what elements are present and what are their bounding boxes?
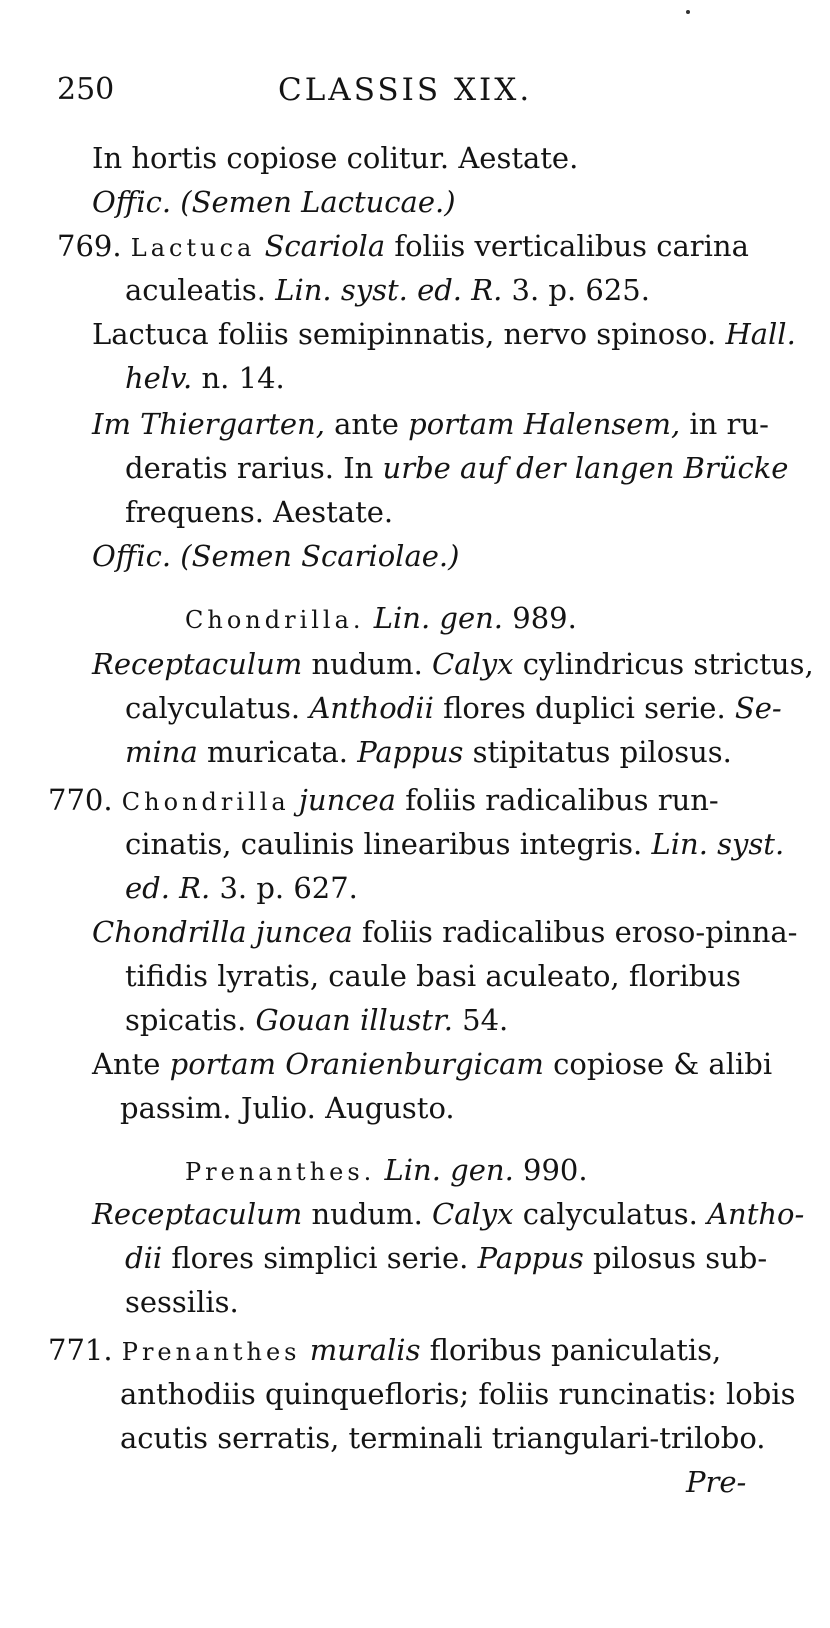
text-segment: calyculatus. <box>522 1197 698 1231</box>
text-line: In hortis copiose colitur. Aestate. <box>92 141 579 175</box>
term: Receptaculum <box>92 647 303 681</box>
text-segment: spicatis. <box>125 1003 247 1037</box>
text-line: Offic. (Semen Lactucae.) <box>92 185 456 219</box>
genus-heading-prenanthes <box>185 1152 588 1190</box>
text-segment: ante <box>334 407 399 441</box>
reference: Lin. gen. <box>384 1153 514 1187</box>
term: Calyx <box>432 1197 514 1231</box>
text-line <box>125 826 784 862</box>
location: urbe auf der langen Brücke <box>382 451 789 485</box>
text-segment: cylindricus strictus, <box>522 647 814 681</box>
text-line <box>125 360 285 396</box>
text-line <box>125 690 782 726</box>
reference: Gouan illustr. <box>255 1003 453 1037</box>
reference: Lin. syst. <box>651 827 785 861</box>
text-line <box>125 450 788 486</box>
genus-name: Lactuca <box>130 234 256 262</box>
entry-771-line-1 <box>48 1332 721 1370</box>
entry-number: 771. <box>48 1333 113 1367</box>
text-segment: pilosus sub- <box>592 1241 768 1275</box>
text-segment: foliis radicalibus run- <box>405 783 719 817</box>
text-line: frequens. Aestate. <box>125 495 394 529</box>
species-name: Scariola <box>264 229 386 263</box>
text-segment: stipitatus pilosus. <box>472 735 732 769</box>
reference: Lin. gen. <box>373 601 504 635</box>
running-title: CLASSIS XIX. <box>278 72 533 108</box>
text-line <box>92 1196 804 1232</box>
location: Im Thiergarten, <box>92 407 325 441</box>
text-line: anthodiis quinquefloris; foliis runcinatis: lobis <box>120 1377 796 1411</box>
text-line <box>92 1046 772 1082</box>
page-speck <box>686 10 690 14</box>
text-segment: flores simplici serie. <box>171 1241 469 1275</box>
entry-number: 770. <box>48 783 113 817</box>
text-line <box>125 1240 767 1276</box>
text-line: Offic. (Semen Scariolae.) <box>92 539 460 573</box>
term: Pappus <box>357 735 464 769</box>
species-name: muralis <box>309 1333 421 1367</box>
text-line: tifidis lyratis, caule basi aculeato, floribus <box>125 959 741 993</box>
entry-769-line-1 <box>57 228 749 266</box>
text-line <box>92 406 769 442</box>
text-segment: flores duplici serie. <box>443 691 726 725</box>
catchword: Pre- <box>686 1465 747 1499</box>
text-segment: floribus paniculatis, <box>429 1333 722 1367</box>
term: Calyx <box>432 647 514 681</box>
text-segment: Lactuca foliis semipinnatis, nervo spinoso. <box>92 317 717 351</box>
entry-770-line-1 <box>48 782 719 820</box>
text-line: passim. Julio. Augusto. <box>120 1091 455 1125</box>
location: portam Oranienburgicam <box>169 1047 544 1081</box>
reference: Hall. <box>725 317 796 351</box>
text-line: sessilis. <box>125 1285 239 1319</box>
synonym: Chondrilla juncea <box>92 915 353 949</box>
reference: ed. R. <box>125 871 211 905</box>
reference: Lin. syst. ed. R. <box>275 273 503 307</box>
text-line <box>92 316 796 352</box>
text-segment: in ru- <box>689 407 769 441</box>
text-segment: 54. <box>462 1003 509 1037</box>
term: mina <box>125 735 198 769</box>
reference: helv. <box>125 361 193 395</box>
genus-name: Chondrilla. <box>185 606 365 634</box>
text-line <box>125 1002 508 1038</box>
text-segment: Ante <box>92 1047 161 1081</box>
term: Anthodii <box>309 691 434 725</box>
text-line <box>125 734 732 770</box>
text-segment: 990. <box>523 1153 588 1187</box>
entry-number: 769. <box>57 229 122 263</box>
text-segment: nudum. <box>311 1197 423 1231</box>
text-segment: cinatis, caulinis linearibus integris. <box>125 827 643 861</box>
text-segment: copiose & alibi <box>553 1047 773 1081</box>
text-segment: calyculatus. <box>125 691 301 725</box>
text-segment: foliis radicalibus eroso-pinna- <box>362 915 798 949</box>
text-segment: foliis verticalibus carina <box>394 229 749 263</box>
term: Antho- <box>707 1197 805 1231</box>
genus-heading-chondrilla <box>185 600 577 638</box>
species-name: juncea <box>298 783 396 817</box>
text-line: acutis serratis, terminali triangulari-trilobo. <box>120 1421 766 1455</box>
text-segment: aculeatis. <box>125 273 266 307</box>
text-segment: 989. <box>512 601 577 635</box>
text-segment: 3. p. 627. <box>219 871 358 905</box>
term: dii <box>125 1241 163 1275</box>
text-line <box>125 272 650 308</box>
term: Se- <box>734 691 782 725</box>
term: Receptaculum <box>92 1197 303 1231</box>
page-number: 250 <box>57 72 115 107</box>
location: portam Halensem, <box>408 407 681 441</box>
genus-name: Chondrilla <box>121 788 290 816</box>
text-segment: nudum. <box>311 647 423 681</box>
genus-name: Prenanthes <box>121 1338 301 1366</box>
text-segment: muricata. <box>206 735 348 769</box>
text-segment: 3. p. 625. <box>511 273 650 307</box>
text-line <box>125 870 358 906</box>
genus-name: Prenanthes. <box>185 1158 376 1186</box>
text-line <box>92 646 814 682</box>
text-segment: n. 14. <box>201 361 285 395</box>
text-line <box>92 914 797 950</box>
term: Pappus <box>477 1241 584 1275</box>
text-segment: deratis rarius. In <box>125 451 374 485</box>
